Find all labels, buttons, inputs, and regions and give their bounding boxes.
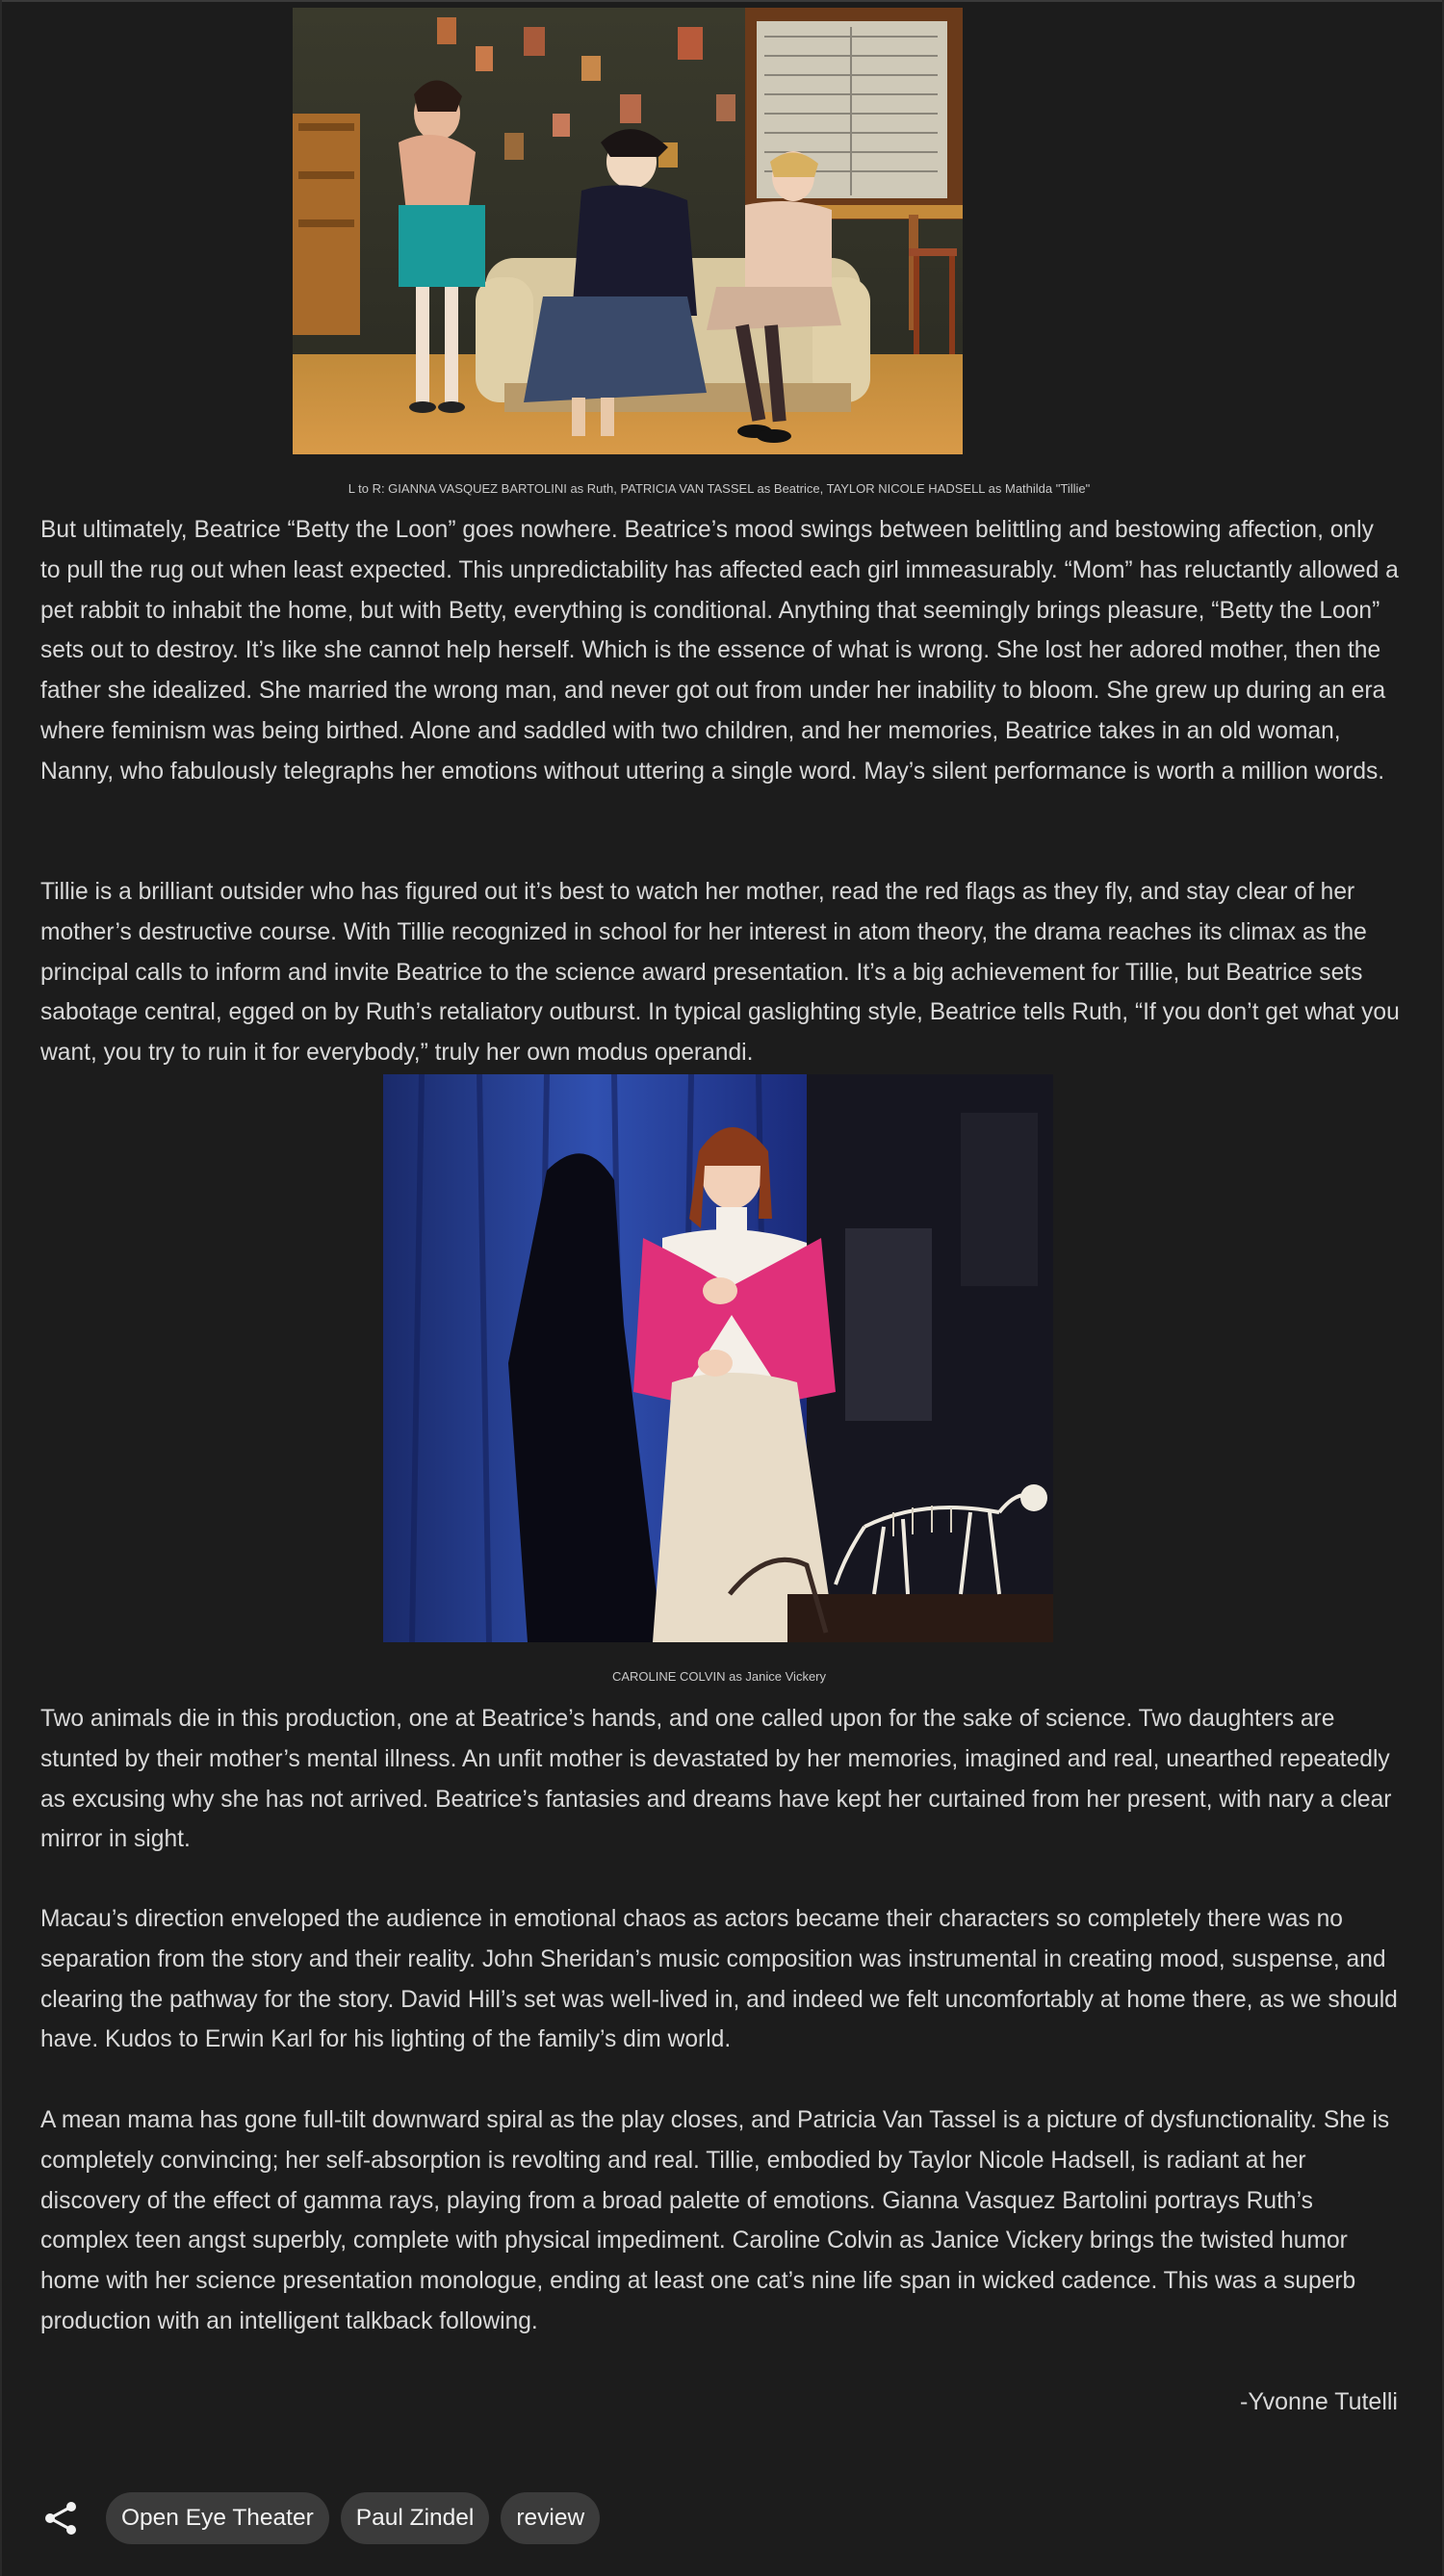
share-icon[interactable] bbox=[40, 2497, 83, 2539]
photo-caption: L to R: GIANNA VASQUEZ BARTOLINI as Ruth, PATRICIA VAN TASSEL as Beatrice, TAYLOR NICOLE HADSELL as Mathilda "Tillie" bbox=[348, 481, 1091, 496]
post-footer bbox=[40, 2491, 600, 2545]
tag-review[interactable]: review bbox=[501, 2492, 600, 2544]
article-paragraph: Macau’s direction enveloped the audience in emotional chaos as actors became their characters so completely there was no separation from the story and their reality. John Sheridan’s music composition was instrumental in creating mood, suspense, and clearing the pathway for the story. David Hill’s set was well-lived in, and indeed we felt uncomfortably at home there, as we should have. Kudos to Erwin Karl for his lighting of the family’s dim world. bbox=[40, 1906, 1398, 2053]
article-paragraph: But ultimately, Beatrice “Betty the Loon” goes nowhere. Beatrice’s mood swings between belittling and bestowing affection, only to pull the rug out when least expected. This unpredictability has affected each girl immeasurably. “Mom” has reluctantly allowed a pet rabbit to inhabit the home, but with Betty, everything is conditional. Anything that seemingly brings pleasure, “Betty the Loon” sets out to destroy. It’s like she cannot help herself. Which is the essence of what is wrong. She lost her adored mother, then the father she idealized. She married the wrong man, and never got out from under her inability to bloom. She grew up during an era where feminism was being birthed. Alone and saddled with two children, and her memories, Beatrice takes in an old woman, Nanny, who fabulously telegraphs her emotions without uttering a single word. May’s silent performance is worth a million words. bbox=[40, 517, 1399, 785]
production-photo-couch-scene bbox=[293, 8, 963, 454]
article-paragraph: A mean mama has gone full-tilt downward spiral as the play closes, and Patricia Van Tassel is a picture of dysfunctionality. She is completely convincing; her self-absorption is revolting and real. Tillie, embodied by Taylor Nicole Hadsell, is radiant at her discovery of the effect of gamma rays, playing from a broad palette of emotions. Gianna Vasquez Bartolini portrays Ruth’s complex teen angst superbly, complete with physical impediment. Caroline Colvin as Janice Vickery brings the twisted humor home with her science presentation monologue, ending at least one cat’s nine life span in wicked cadence. This was a superb production with an intelligent talkback following. bbox=[40, 2107, 1390, 2334]
tag-paul-zindel[interactable]: Paul Zindel bbox=[341, 2492, 490, 2544]
left-frame bbox=[0, 0, 2, 2576]
tag-open-eye-theater[interactable]: Open Eye Theater bbox=[106, 2492, 329, 2544]
article-paragraph: Two animals die in this production, one at Beatrice’s hands, and one called upon for the sake of science. Two daughters are stunted by their mother’s mental illness. An unfit mother is devastated by her memories, imagined and real, unearthed repeatedly as excusing why she has not arrived. Beatrice’s fantasies and dreams have kept her curtained from her present, with nary a clear mirror in sight. bbox=[40, 1706, 1392, 1853]
top-divider bbox=[0, 0, 1444, 2]
article-paragraph: Tillie is a brilliant outsider who has figured out it’s best to watch her mother, read the red flags as they fly, and stay clear of her mother’s destructive course. With Tillie recognized in school for her interest in atom theory, the drama reaches its climax as the principal calls to inform and invite Beatrice to the science award presentation. It’s a big achievement for Tillie, but Beatrice sets sabotage central, egged on by Ruth’s retaliatory outburst. In typical gaslighting style, Beatrice tells Ruth, “If you don’t get what you want, you try to ruin it for everybody,” truly her own modus operandi. bbox=[40, 879, 1400, 1067]
author-signature: -Yvonne Tutelli bbox=[1240, 2388, 1398, 2415]
photo-caption: CAROLINE COLVIN as Janice Vickery bbox=[611, 1669, 827, 1684]
production-photo-monologue bbox=[383, 1074, 1053, 1642]
